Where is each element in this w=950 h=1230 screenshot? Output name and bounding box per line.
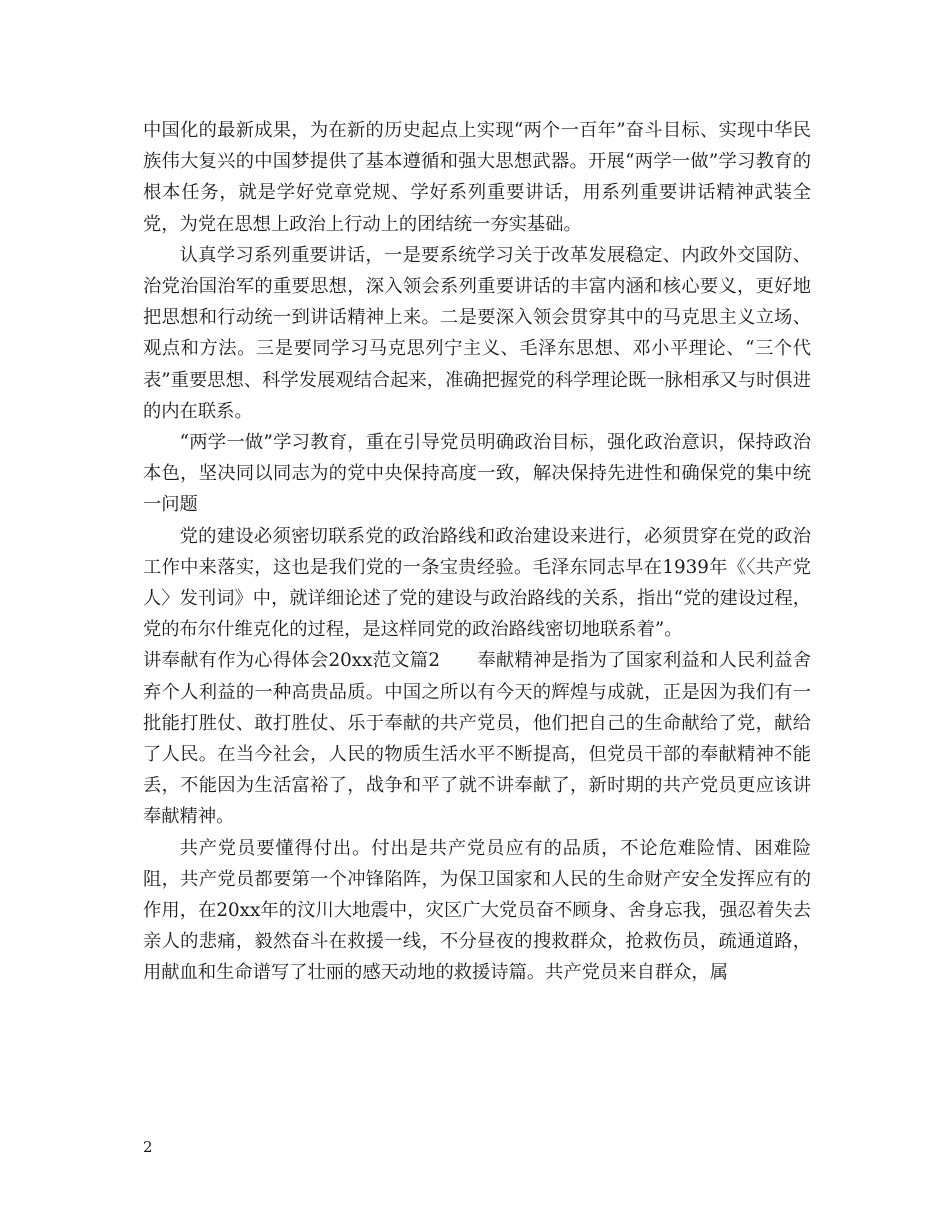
document-body xyxy=(143,115,811,989)
paragraph-4: 党的建设必须密切联系党的政治路线和政治建设来进行，必须贯穿在党的政治工作中来落实，这也是我们党的一条宝贵经验。毛泽东同志早在1939年《〈共产党人〉发刊词》中，就详细论述了党的建设与政治路线的关系，指出“党的建设过程，党的布尔什维克化的过程，是这样同党的政治路线密切地联系着”。 xyxy=(143,525,811,641)
paragraph-3: “两学一做”学习教育，重在引导党员明确政治目标，强化政治意识，保持政治本色，坚决同以同志为的党中央保持高度一致，解决保持先进性和确保党的集中统一问题 xyxy=(143,432,811,516)
paragraph-1: 中国化的最新成果，为在新的历史起点上实现“两个一百年”奋斗目标、实现中华民族伟大复兴的中国梦提供了基本遵循和强大思想武器。开展“两学一做”学习教育的根本任务，就是学好党章党规、学好系列重要讲话，用系列重要讲话精神武装全党，为党在思想上政治上行动上的团结统一夯实基础。 xyxy=(143,120,811,235)
paragraph-6: 共产党员要懂得付出。付出是共产党员应有的品质，不论危难险情、困难险阻，共产党员都要第一个冲锋陷阵，为保卫国家和人民的生命财产安全发挥应有的作用，在20xx年的汶川大地震中，灾区广大党员奋不顾身、舍身忘我，强忍着失去亲人的悲痛，毅然奋斗在救援一线，不分昼夜的搜救群众，抢救伤员，疏通道路，用献血和生命谱写了壮丽的感天动地的救援诗篇。共产党员来自群众，属 xyxy=(143,837,811,984)
paragraph-5: 讲奉献有作为心得体会20xx范文篇2 奉献精神是指为了国家利益和人民利益舍弃个人利益的一种高贵品质。中国之所以有今天的辉煌与成就，正是因为我们有一批能打胜仗、敢打胜仗、乐于奉献的共产党员，他们把自己的生命献给了党，献给了人民。在当今社会，人民的物质生活水平不断提高，但党员干部的奉献精神不能丢，不能因为生活富裕了，战争和平了就不讲奉献了，新时期的共产党员更应该讲奉献精神。 xyxy=(143,650,811,828)
paragraph-2: 认真学习系列重要讲话，一是要系统学习关于改革发展稳定、内政外交国防、治党治国治军的重要思想，深入领会系列重要讲话的丰富内涵和核心要义，更好地把思想和行动统一到讲话精神上来。二是要深入领会贯穿其中的马克思主义立场、观点和方法。三是要同学习马克思列宁主义、毛泽东思想、邓小平理论、“三个代表”重要思想、科学发展观结合起来，准确把握党的科学理论既一脉相承又与时俱进的内在联系。 xyxy=(143,244,811,422)
page-number: 2 xyxy=(143,1138,153,1156)
